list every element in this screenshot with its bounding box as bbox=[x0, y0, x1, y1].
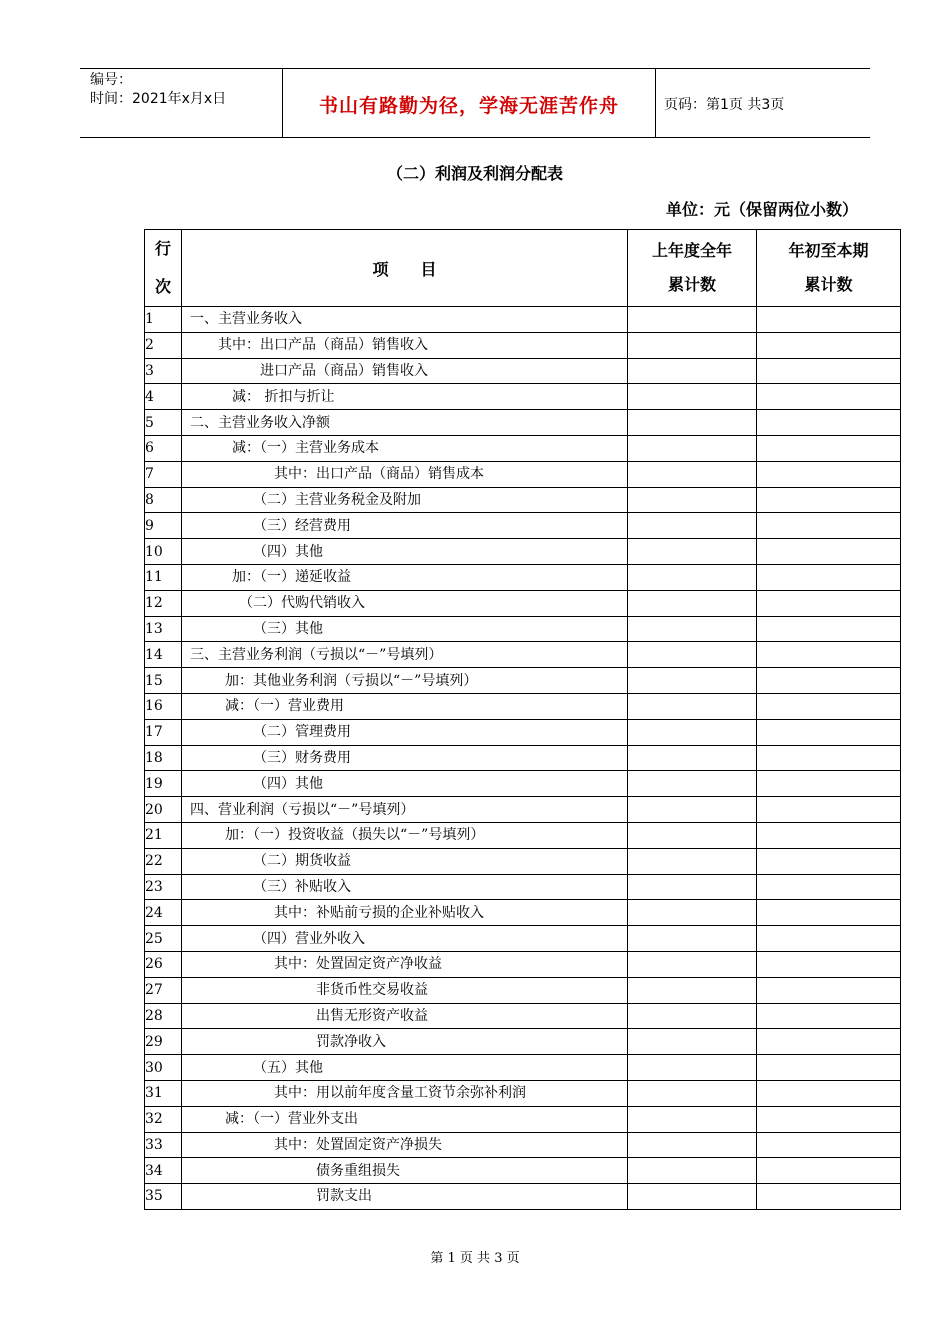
prev-year-value-cell[interactable] bbox=[628, 1158, 757, 1184]
prev-year-value-cell[interactable] bbox=[628, 1029, 757, 1055]
row-item-label: 减： 折扣与折让 bbox=[182, 384, 628, 410]
current-period-value-cell[interactable] bbox=[757, 668, 901, 694]
table-row bbox=[145, 668, 901, 694]
table-body bbox=[145, 307, 901, 1210]
header-prev-year-line2: 累计数 bbox=[667, 275, 716, 294]
prev-year-value-cell[interactable] bbox=[628, 642, 757, 668]
current-period-value-cell[interactable] bbox=[757, 1132, 901, 1158]
current-period-value-cell[interactable] bbox=[757, 1158, 901, 1184]
row-number: 19 bbox=[145, 771, 182, 797]
row-item-label: 进口产品（商品）销售收入 bbox=[182, 358, 628, 384]
table-row bbox=[145, 332, 901, 358]
row-number: 35 bbox=[145, 1184, 182, 1210]
serial-label: 编号： bbox=[90, 72, 132, 88]
table-row bbox=[145, 358, 901, 384]
row-item-label: 罚款净收入 bbox=[182, 1029, 628, 1055]
table-row bbox=[145, 1184, 901, 1210]
header-row-number-line2: 次 bbox=[154, 277, 171, 296]
current-period-value-cell[interactable] bbox=[757, 926, 901, 952]
table-row bbox=[145, 1158, 901, 1184]
row-number: 26 bbox=[145, 951, 182, 977]
row-item-label: 其中：处置固定资产净收益 bbox=[182, 951, 628, 977]
table-row bbox=[145, 410, 901, 436]
row-number: 34 bbox=[145, 1158, 182, 1184]
row-item-label: （二）期货收益 bbox=[182, 848, 628, 874]
profit-distribution-table bbox=[144, 229, 901, 1210]
table-row bbox=[145, 771, 901, 797]
row-number: 1 bbox=[145, 307, 182, 333]
current-period-value-cell[interactable] bbox=[757, 307, 901, 333]
table-row bbox=[145, 307, 901, 333]
row-item-label: 其中：用以前年度含量工资节余弥补利润 bbox=[182, 1080, 628, 1106]
current-period-value-cell[interactable] bbox=[757, 384, 901, 410]
table-row bbox=[145, 951, 901, 977]
row-item-label: 二、主营业务收入净额 bbox=[182, 410, 628, 436]
prev-year-value-cell[interactable] bbox=[628, 1184, 757, 1210]
row-number: 17 bbox=[145, 719, 182, 745]
row-item-label: （三）财务费用 bbox=[182, 745, 628, 771]
row-item-label: （三）补贴收入 bbox=[182, 874, 628, 900]
row-number: 11 bbox=[145, 564, 182, 590]
prev-year-value-cell[interactable] bbox=[628, 745, 757, 771]
header-row-number bbox=[145, 230, 182, 307]
prev-year-value-cell[interactable] bbox=[628, 693, 757, 719]
current-period-value-cell[interactable] bbox=[757, 539, 901, 565]
row-item-label: （四）其他 bbox=[182, 771, 628, 797]
row-number: 22 bbox=[145, 848, 182, 874]
current-period-value-cell[interactable] bbox=[757, 461, 901, 487]
row-item-label: 减：（一）营业费用 bbox=[182, 693, 628, 719]
row-number: 18 bbox=[145, 745, 182, 771]
row-item-label: 其中：处置固定资产净损失 bbox=[182, 1132, 628, 1158]
prev-year-value-cell[interactable] bbox=[628, 513, 757, 539]
prev-year-value-cell[interactable] bbox=[628, 384, 757, 410]
row-number: 2 bbox=[145, 332, 182, 358]
row-item-label: 四、营业利润（亏损以“－”号填列） bbox=[182, 797, 628, 823]
prev-year-value-cell[interactable] bbox=[628, 900, 757, 926]
current-period-value-cell[interactable] bbox=[757, 616, 901, 642]
page-footer: 第 1 页 共 3 页 bbox=[430, 1251, 520, 1266]
header-current-line1: 年初至本期 bbox=[788, 241, 869, 260]
current-period-value-cell[interactable] bbox=[757, 564, 901, 590]
row-number: 28 bbox=[145, 1003, 182, 1029]
current-period-value-cell[interactable] bbox=[757, 1055, 901, 1081]
row-item-label: （四）营业外收入 bbox=[182, 926, 628, 952]
row-number: 29 bbox=[145, 1029, 182, 1055]
table-row bbox=[145, 1106, 901, 1132]
row-number: 7 bbox=[145, 461, 182, 487]
current-period-value-cell[interactable] bbox=[757, 513, 901, 539]
row-item-label: 非货币性交易收益 bbox=[182, 977, 628, 1003]
row-number: 25 bbox=[145, 926, 182, 952]
table-row bbox=[145, 590, 901, 616]
table-row bbox=[145, 719, 901, 745]
row-number: 30 bbox=[145, 1055, 182, 1081]
document-title: （二）利润及利润分配表 bbox=[386, 164, 563, 183]
table-row bbox=[145, 693, 901, 719]
row-number: 31 bbox=[145, 1080, 182, 1106]
row-item-label: 加：（一）递延收益 bbox=[182, 564, 628, 590]
current-period-value-cell[interactable] bbox=[757, 487, 901, 513]
row-item-label: 三、主营业务利润（亏损以“－”号填列） bbox=[182, 642, 628, 668]
header-item bbox=[182, 230, 628, 307]
prev-year-value-cell[interactable] bbox=[628, 590, 757, 616]
prev-year-value-cell[interactable] bbox=[628, 771, 757, 797]
row-number: 32 bbox=[145, 1106, 182, 1132]
row-number: 3 bbox=[145, 358, 182, 384]
row-number: 4 bbox=[145, 384, 182, 410]
row-item-label: 减：（一）主营业务成本 bbox=[182, 435, 628, 461]
prev-year-value-cell[interactable] bbox=[628, 668, 757, 694]
table-row bbox=[145, 642, 901, 668]
current-period-value-cell[interactable] bbox=[757, 435, 901, 461]
row-number: 24 bbox=[145, 900, 182, 926]
table-row bbox=[145, 977, 901, 1003]
current-period-value-cell[interactable] bbox=[757, 900, 901, 926]
prev-year-value-cell[interactable] bbox=[628, 332, 757, 358]
prev-year-value-cell[interactable] bbox=[628, 358, 757, 384]
prev-year-value-cell[interactable] bbox=[628, 539, 757, 565]
row-number: 13 bbox=[145, 616, 182, 642]
row-item-label: （四）其他 bbox=[182, 539, 628, 565]
row-number: 16 bbox=[145, 693, 182, 719]
unit-note: 单位：元（保留两位小数） bbox=[665, 200, 858, 219]
table-row bbox=[145, 435, 901, 461]
current-period-value-cell[interactable] bbox=[757, 719, 901, 745]
header-prev-year bbox=[628, 230, 757, 307]
table-row bbox=[145, 1003, 901, 1029]
row-item-label: 罚款支出 bbox=[182, 1184, 628, 1210]
table-row bbox=[145, 745, 901, 771]
table-row bbox=[145, 900, 901, 926]
current-period-value-cell[interactable] bbox=[757, 822, 901, 848]
table-row bbox=[145, 1132, 901, 1158]
prev-year-value-cell[interactable] bbox=[628, 1003, 757, 1029]
prev-year-value-cell[interactable] bbox=[628, 564, 757, 590]
row-item-label: （三）其他 bbox=[182, 616, 628, 642]
table-row bbox=[145, 926, 901, 952]
header-current-line2: 累计数 bbox=[804, 275, 853, 294]
row-number: 20 bbox=[145, 797, 182, 823]
row-number: 8 bbox=[145, 487, 182, 513]
prev-year-value-cell[interactable] bbox=[628, 951, 757, 977]
table-row bbox=[145, 564, 901, 590]
header-item-label: 项 目 bbox=[372, 259, 437, 279]
row-item-label: 其中：补贴前亏损的企业补贴收入 bbox=[182, 900, 628, 926]
row-number: 23 bbox=[145, 874, 182, 900]
row-number: 33 bbox=[145, 1132, 182, 1158]
row-item-label: （二）代购代销收入 bbox=[182, 590, 628, 616]
table-row bbox=[145, 616, 901, 642]
table-header-row bbox=[145, 230, 901, 307]
current-period-value-cell[interactable] bbox=[757, 1029, 901, 1055]
prev-year-value-cell[interactable] bbox=[628, 435, 757, 461]
current-period-value-cell[interactable] bbox=[757, 1106, 901, 1132]
table-row bbox=[145, 539, 901, 565]
prev-year-value-cell[interactable] bbox=[628, 797, 757, 823]
current-period-value-cell[interactable] bbox=[757, 410, 901, 436]
header-current-period bbox=[757, 230, 901, 307]
table-row bbox=[145, 384, 901, 410]
prev-year-value-cell[interactable] bbox=[628, 1055, 757, 1081]
row-number: 12 bbox=[145, 590, 182, 616]
prev-year-value-cell[interactable] bbox=[628, 616, 757, 642]
row-item-label: 债务重组损失 bbox=[182, 1158, 628, 1184]
row-item-label: （五）其他 bbox=[182, 1055, 628, 1081]
prev-year-value-cell[interactable] bbox=[628, 461, 757, 487]
table-row bbox=[145, 797, 901, 823]
table-row bbox=[145, 874, 901, 900]
prev-year-value-cell[interactable] bbox=[628, 1106, 757, 1132]
date-label: 时间：2021年x月x日 bbox=[90, 91, 227, 107]
prev-year-value-cell[interactable] bbox=[628, 1132, 757, 1158]
current-period-value-cell[interactable] bbox=[757, 1003, 901, 1029]
prev-year-value-cell[interactable] bbox=[628, 848, 757, 874]
row-number: 9 bbox=[145, 513, 182, 539]
row-item-label: （二）管理费用 bbox=[182, 719, 628, 745]
current-period-value-cell[interactable] bbox=[757, 1184, 901, 1210]
row-item-label: （三）经营费用 bbox=[182, 513, 628, 539]
prev-year-value-cell[interactable] bbox=[628, 926, 757, 952]
page-header bbox=[80, 68, 870, 138]
current-period-value-cell[interactable] bbox=[757, 874, 901, 900]
current-period-value-cell[interactable] bbox=[757, 797, 901, 823]
row-item-label: 一、主营业务收入 bbox=[182, 307, 628, 333]
table-row bbox=[145, 461, 901, 487]
current-period-value-cell[interactable] bbox=[757, 693, 901, 719]
row-number: 10 bbox=[145, 539, 182, 565]
row-number: 14 bbox=[145, 642, 182, 668]
table-row bbox=[145, 1055, 901, 1081]
current-period-value-cell[interactable] bbox=[757, 590, 901, 616]
row-number: 27 bbox=[145, 977, 182, 1003]
row-item-label: 其中：出口产品（商品）销售收入 bbox=[182, 332, 628, 358]
prev-year-value-cell[interactable] bbox=[628, 1080, 757, 1106]
row-item-label: 加：其他业务利润（亏损以“－”号填列） bbox=[182, 668, 628, 694]
current-period-value-cell[interactable] bbox=[757, 332, 901, 358]
row-number: 6 bbox=[145, 435, 182, 461]
row-item-label: 出售无形资产收益 bbox=[182, 1003, 628, 1029]
prev-year-value-cell[interactable] bbox=[628, 410, 757, 436]
motto-text: 书山有路勤为径，学海无涯苦作舟 bbox=[318, 95, 619, 117]
row-item-label: 减：（一）营业外支出 bbox=[182, 1106, 628, 1132]
header-page-cell bbox=[656, 69, 870, 137]
current-period-value-cell[interactable] bbox=[757, 977, 901, 1003]
header-prev-year-line1: 上年度全年 bbox=[651, 241, 732, 260]
current-period-value-cell[interactable] bbox=[757, 358, 901, 384]
prev-year-value-cell[interactable] bbox=[628, 874, 757, 900]
current-period-value-cell[interactable] bbox=[757, 642, 901, 668]
table-row bbox=[145, 1080, 901, 1106]
table-row bbox=[145, 848, 901, 874]
row-number: 15 bbox=[145, 668, 182, 694]
prev-year-value-cell[interactable] bbox=[628, 307, 757, 333]
row-item-label: 其中：出口产品（商品）销售成本 bbox=[182, 461, 628, 487]
prev-year-value-cell[interactable] bbox=[628, 977, 757, 1003]
current-period-value-cell[interactable] bbox=[757, 771, 901, 797]
table-row bbox=[145, 513, 901, 539]
prev-year-value-cell[interactable] bbox=[628, 719, 757, 745]
table-row bbox=[145, 1029, 901, 1055]
current-period-value-cell[interactable] bbox=[757, 951, 901, 977]
row-item-label: （二）主营业务税金及附加 bbox=[182, 487, 628, 513]
row-number: 21 bbox=[145, 822, 182, 848]
prev-year-value-cell[interactable] bbox=[628, 487, 757, 513]
page-number-label: 页码：第1页 共3页 bbox=[664, 97, 785, 113]
row-number: 5 bbox=[145, 410, 182, 436]
header-meta bbox=[80, 69, 282, 137]
table-row bbox=[145, 822, 901, 848]
prev-year-value-cell[interactable] bbox=[628, 822, 757, 848]
table-row bbox=[145, 487, 901, 513]
header-motto-cell bbox=[282, 69, 656, 137]
current-period-value-cell[interactable] bbox=[757, 848, 901, 874]
header-row-number-line1: 行 bbox=[154, 239, 171, 258]
current-period-value-cell[interactable] bbox=[757, 745, 901, 771]
row-item-label: 加：（一）投资收益（损失以“－”号填列） bbox=[182, 822, 628, 848]
current-period-value-cell[interactable] bbox=[757, 1080, 901, 1106]
